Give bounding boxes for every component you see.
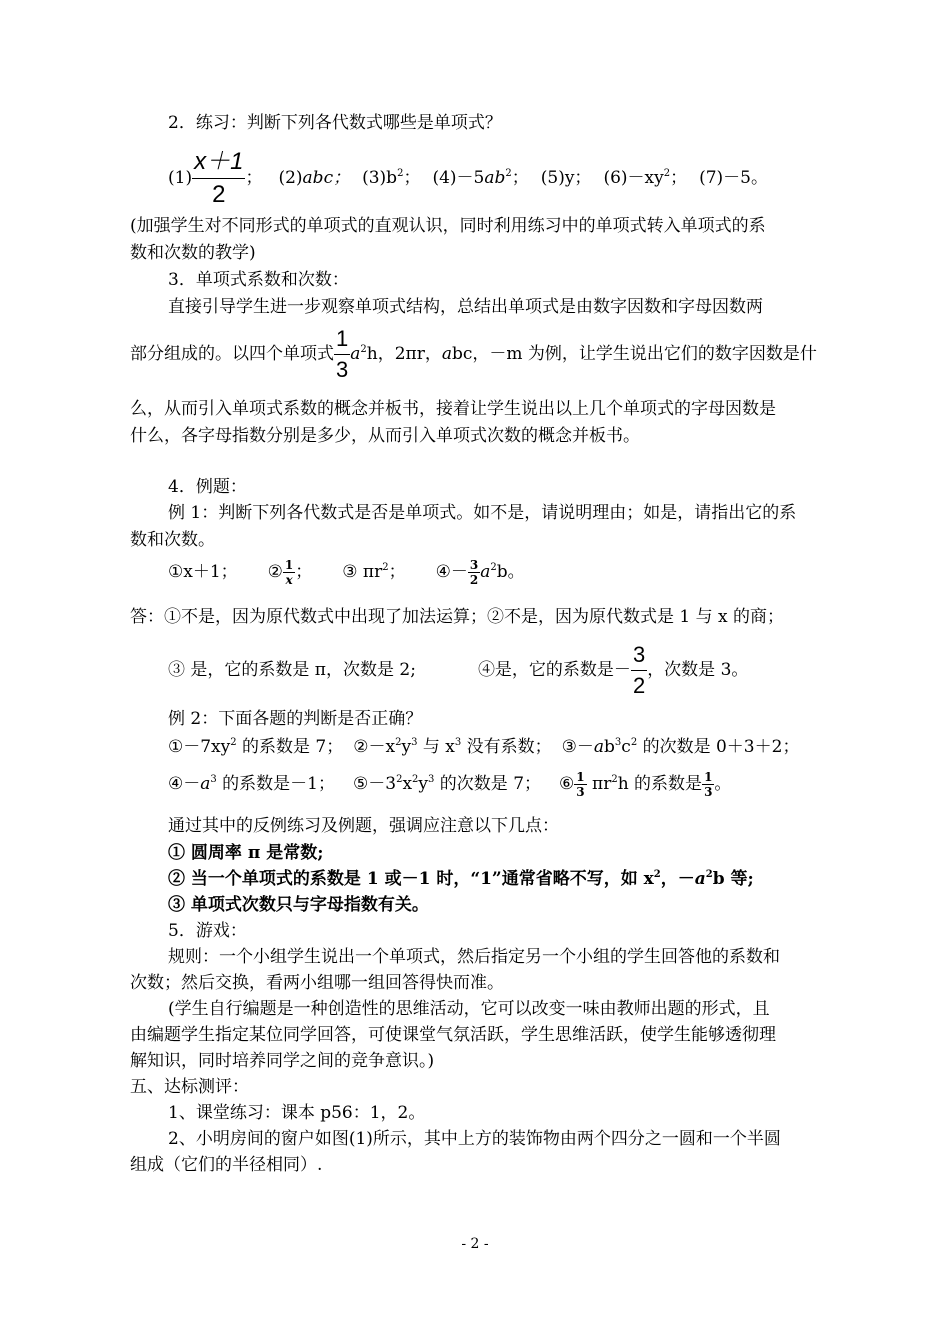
- example-2-heading: 例 2：下面各题的判断是否正确？: [168, 709, 423, 729]
- answer-line-2: ③ 是，它的系数是 π，次数是 2; ④是，它的系数是－ $\frac{3}{2}$ ，次数是 3。: [168, 640, 748, 701]
- section-4-heading: 4．例题：: [168, 477, 247, 497]
- section-five-heading: 五、达标测评：: [130, 1077, 249, 1097]
- key-point-2: ② 当一个单项式的系数是 1 或－1 时，“1”通常省略不写，如 $x^2$，$-a^2b$ 等;: [168, 869, 754, 889]
- note-line-1: (加强学生对不同形式的单项式的直观认识，同时利用练习中的单项式转入单项式的系: [130, 216, 766, 236]
- fraction-3-over-2: $\frac{3}{2}$: [469, 558, 479, 587]
- game-rules-line-1: 规则：一个小组学生说出一个单项式，然后指定另一个小组的学生回答他的系数和: [168, 947, 780, 967]
- paragraph-3-line-3: 么，从而引入单项式系数的概念并板书，接着让学生说出以上几个单项式的字母因数是: [130, 399, 776, 419]
- fraction-1-over-x: $\frac{1}{x}$: [284, 558, 294, 587]
- exercise-items: (1) $\frac{x+1}{2}$ ； (2)abc； $(3)b^2$； $(4)-5ab^2$； (5)y； $(6)-xy^2$； (7)－5。: [168, 146, 768, 211]
- fraction-3-over-2-large: $\frac{3}{2}$: [632, 642, 646, 698]
- assessment-item-2-line-2: 组成（它们的半径相同）.: [130, 1155, 323, 1175]
- fraction-1-over-3-small: $\frac{1}{3}$: [576, 770, 585, 799]
- emphasis-intro: 通过其中的反例练习及例题，强调应注意以下几点：: [168, 816, 559, 836]
- note-line-2: 数和次数的教学): [130, 243, 256, 263]
- game-rules-line-2: 次数；然后交换，看两小组哪一组回答得快而准。: [130, 973, 504, 993]
- fraction-1-over-3: $\frac{1}{3}$: [336, 326, 349, 382]
- exercise-heading: 2．练习：判断下列各代数式哪些是单项式？: [168, 113, 502, 133]
- section-5-heading: 5．游戏：: [168, 921, 247, 941]
- game-note-line-3: 解知识，同时培养同学之间的竞争意识。): [130, 1051, 435, 1071]
- section-3-heading: 3．单项式系数和次数：: [168, 270, 349, 290]
- assessment-item-1: 1、课堂练习：课本 p56：1，2。: [168, 1103, 426, 1123]
- example-1-items: ①x＋1； ② $\frac{1}{x}$ ； ③ $\pi r^2$； ④－ $\frac{3}{2}$ $a^2b$。: [168, 558, 525, 587]
- key-point-1: ① 圆周率 π 是常数;: [168, 843, 324, 863]
- example-2-items-1: $①-7xy^2$ 的系数是 7； $②-x^2y^3$ 与 $x^3$ 没有系数； $③-ab^3c^2$ 的次数是 0＋3＋2；: [168, 737, 800, 757]
- page-number: - 2 -: [461, 1236, 489, 1252]
- game-note-line-1: (学生自行编题是一种创造性的思维活动，它可以改变一味由教师出题的形式，且: [168, 999, 770, 1019]
- paragraph-3-line-4: 什么，各字母指数分别是多少，从而引入单项式次数的概念并板书。: [130, 426, 640, 446]
- game-note-line-2: 由编题学生指定某位同学回答，可使课堂气氛活跃，学生思维活跃，使学生能够透彻理: [130, 1025, 776, 1045]
- example-2-items-2: $④-a^3$ 的系数是－1； $⑤-3^2x^2y^3$ 的次数是 7； ⑥ $\frac{1}{3}$ $\pi r^2h$ 的系数是 $\frac{1}{3}$ 。: [168, 770, 732, 799]
- example-1-line-1: 例 1：判断下列各代数式是否是单项式。如不是，请说明理由；如是，请指出它的系: [168, 503, 797, 523]
- key-point-3: ③ 单项式次数只与字母指数有关。: [168, 895, 429, 915]
- paragraph-3-line-1: 直接引导学生进一步观察单项式结构，总结出单项式是由数字因数和字母因数两: [168, 297, 763, 317]
- example-1-line-2: 数和次数。: [130, 530, 215, 550]
- assessment-item-2-line-1: 2、小明房间的窗户如图(1)所示，其中上方的装饰物由两个四分之一圆和一个半圆: [168, 1129, 781, 1149]
- answer-line-1: 答：①不是，因为原代数式中出现了加法运算；②不是，因为原代数式是 1 与 x 的商；: [130, 607, 785, 627]
- fraction-x-plus-1-over-2: $\frac{x+1}{2}$: [194, 148, 244, 208]
- paragraph-3-line-2: 部分组成的。以四个单项式 $\frac{1}{3}$ $a^2h$，2πr，abc，－m 为例，让学生说出它们的数字因数是什: [130, 324, 817, 385]
- fraction-1-over-3-answer: $\frac{1}{3}$: [704, 770, 713, 799]
